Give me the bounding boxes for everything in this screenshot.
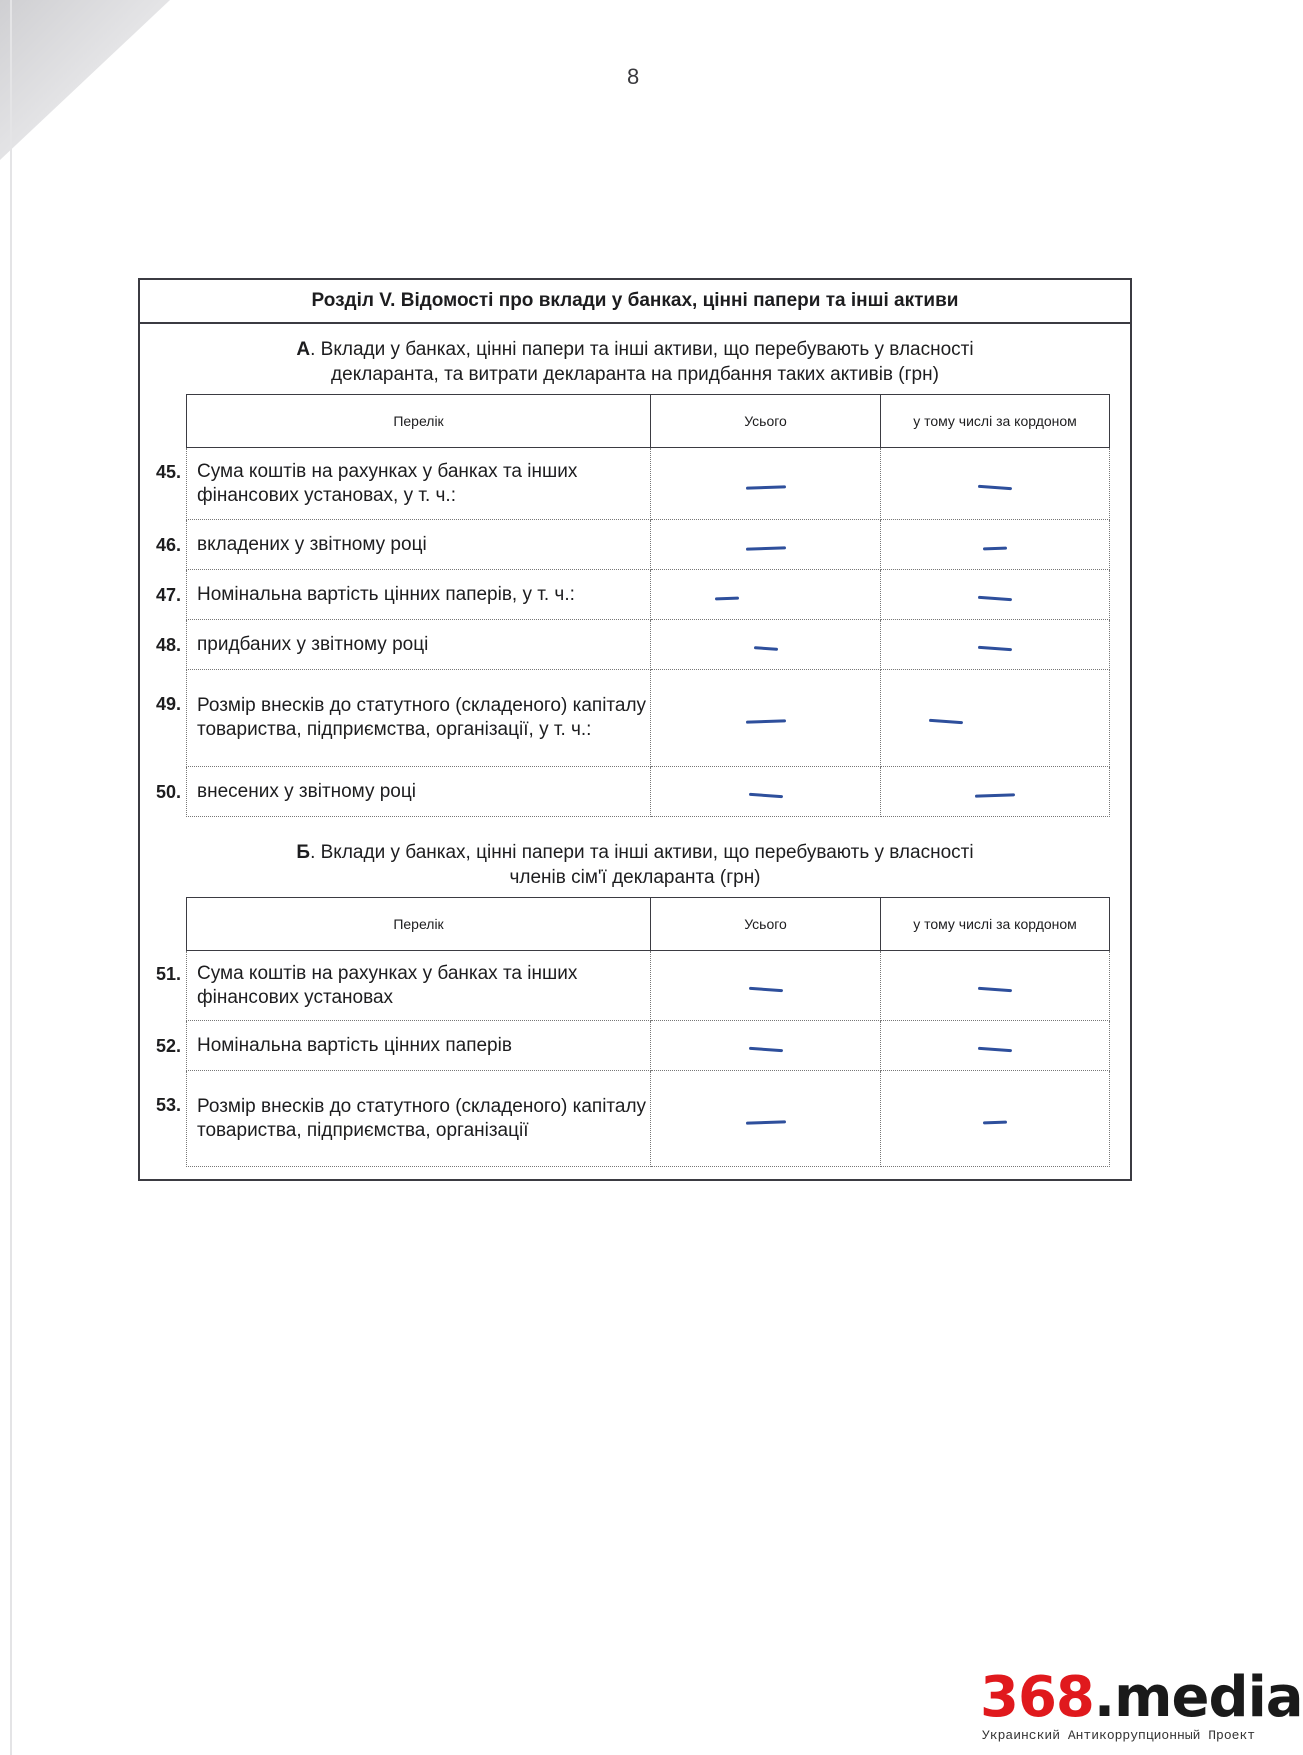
handwritten-dash <box>745 1120 785 1124</box>
table-row <box>187 1021 1110 1071</box>
row-number: 50. <box>155 781 181 802</box>
part-a-letter: А <box>296 339 311 360</box>
row-label-cell <box>155 448 651 520</box>
column-header-total: Усього <box>651 898 881 951</box>
abroad-value-cell[interactable] <box>881 570 1110 620</box>
handwritten-dash <box>929 719 963 724</box>
row-label: внесених у звітному році <box>197 780 416 802</box>
row-label: Сума коштів на рахунках у банках та інших фінансових установах <box>197 962 578 1008</box>
handwritten-dash <box>978 645 1012 650</box>
handwritten-dash <box>978 986 1012 991</box>
row-label-cell <box>155 670 651 767</box>
column-header-abroad: у тому числі за кордоном <box>881 898 1110 951</box>
logo-number: 368 <box>980 1665 1094 1730</box>
handwritten-dash <box>978 484 1012 489</box>
row-number: 46. <box>155 534 181 555</box>
handwritten-dash <box>978 595 1012 600</box>
handwritten-dash <box>745 485 785 489</box>
row-label: Розмір внесків до статутного (складеного) капіталу товариства, підприємства, організації, у т. ч.: <box>197 695 647 740</box>
table-row <box>187 570 1110 620</box>
handwritten-dash <box>978 1046 1012 1051</box>
abroad-value-cell[interactable] <box>881 951 1110 1021</box>
handwritten-dash <box>715 596 739 600</box>
row-label: Номінальна вартість цінних паперів, у т. ч.: <box>197 583 575 605</box>
handwritten-dash <box>745 719 785 723</box>
abroad-value-cell[interactable] <box>881 620 1110 670</box>
total-value-cell[interactable] <box>651 767 881 817</box>
part-b-letter: Б <box>296 842 311 863</box>
total-value-cell[interactable] <box>651 520 881 570</box>
logo-wordmark <box>980 1665 1303 1730</box>
row-number: 47. <box>155 584 181 605</box>
part-a-heading <box>140 337 1130 387</box>
total-value-cell[interactable] <box>651 951 881 1021</box>
total-value-cell[interactable] <box>651 1071 881 1167</box>
handwritten-dash <box>748 986 782 991</box>
section-v-box <box>138 278 1132 1181</box>
column-header-abroad: у тому числі за кордоном <box>881 395 1110 448</box>
row-number: 52. <box>155 1035 181 1056</box>
row-number: 48. <box>155 634 181 655</box>
row-label-cell <box>155 620 651 670</box>
row-label: придбаних у звітному році <box>197 633 429 655</box>
part-b-table <box>155 897 1110 1167</box>
row-number: 53. <box>155 1095 181 1115</box>
row-label-cell <box>155 767 651 817</box>
table-row <box>187 620 1110 670</box>
table-row <box>187 767 1110 817</box>
part-b-heading-line2: членів сім'ї декларанта (грн) <box>509 867 761 888</box>
row-label: Сума коштів на рахунках у банках та інших фінансових установах, у т. ч.: <box>197 460 578 506</box>
table-row <box>187 951 1110 1021</box>
handwritten-dash <box>748 792 782 797</box>
part-b-heading <box>140 840 1130 890</box>
handwritten-dash <box>753 646 777 651</box>
abroad-value-cell[interactable] <box>881 520 1110 570</box>
section-title: Розділ V. Відомості про вклади у банках, цінні папери та інші активи <box>140 280 1130 324</box>
handwritten-dash <box>983 546 1007 550</box>
folded-page-corner <box>0 0 170 160</box>
table-row <box>187 448 1110 520</box>
table-row <box>187 520 1110 570</box>
abroad-value-cell[interactable] <box>881 1071 1110 1167</box>
total-value-cell[interactable] <box>651 670 881 767</box>
part-a-heading-line1: . Вклади у банках, цінні папери та інші активи, що перебувають у власності <box>310 339 974 360</box>
row-label-cell <box>155 520 651 570</box>
row-number: 49. <box>155 694 181 714</box>
part-b-heading-line1: . Вклади у банках, цінні папери та інші активи, що перебувають у власності <box>310 842 974 863</box>
part-a-table <box>155 394 1110 817</box>
logo-tagline: Украинский Антикоррупционный Проект <box>982 1728 1256 1743</box>
table-row <box>187 670 1110 767</box>
logo-domain: .media <box>1093 1665 1303 1730</box>
column-header-list: Перелік <box>187 898 651 951</box>
page-number: 8 <box>627 64 640 89</box>
row-label-cell <box>155 1071 651 1167</box>
table-header-row <box>187 898 1110 951</box>
abroad-value-cell[interactable] <box>881 1021 1110 1071</box>
watermark-logo <box>980 1665 1303 1755</box>
abroad-value-cell[interactable] <box>881 670 1110 767</box>
total-value-cell[interactable] <box>651 1021 881 1071</box>
table-row <box>187 1071 1110 1167</box>
handwritten-dash <box>983 1120 1007 1124</box>
scan-edge <box>10 0 12 1755</box>
row-number: 51. <box>155 963 181 984</box>
column-header-total: Усього <box>651 395 881 448</box>
table-header-row <box>187 395 1110 448</box>
abroad-value-cell[interactable] <box>881 767 1110 817</box>
row-label: Номінальна вартість цінних паперів <box>197 1034 512 1056</box>
part-a-heading-line2: декларанта, та витрати декларанта на придбання таких активів (грн) <box>331 364 939 385</box>
handwritten-dash <box>975 793 1015 797</box>
handwritten-dash <box>745 546 785 550</box>
row-label-cell <box>155 951 651 1021</box>
row-number: 45. <box>155 461 181 482</box>
total-value-cell[interactable] <box>651 620 881 670</box>
total-value-cell[interactable] <box>651 448 881 520</box>
abroad-value-cell[interactable] <box>881 448 1110 520</box>
row-label-cell <box>155 570 651 620</box>
total-value-cell[interactable] <box>651 570 881 620</box>
row-label: Розмір внесків до статутного (складеного) капіталу товариства, підприємства, організації <box>197 1095 647 1141</box>
row-label: вкладених у звітному році <box>197 533 427 555</box>
handwritten-dash <box>748 1046 782 1051</box>
column-header-list: Перелік <box>187 395 651 448</box>
row-label-cell <box>155 1021 651 1071</box>
